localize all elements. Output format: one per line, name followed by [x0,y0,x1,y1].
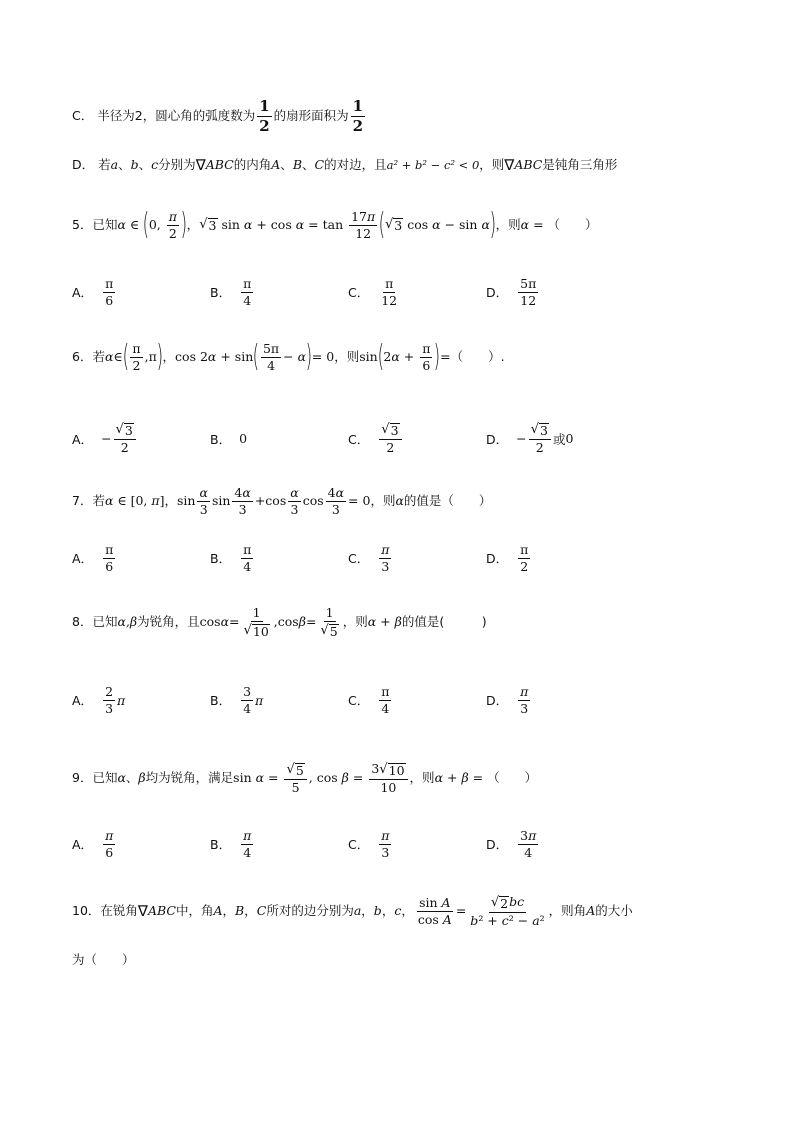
option-a[interactable]: A． π 6 [72,276,114,308]
option-b[interactable]: B． 0 [210,431,248,447]
option-c-statement [72,98,367,134]
text: 的扇形面积为 [273,107,349,123]
math-equation: sin A cos A = √ 2 bc b² + c² − a² [417,894,545,929]
option-d[interactable]: D． 3π 4 [486,828,537,860]
question-label: 8．已知 [72,614,118,630]
text: ，则 [479,157,505,173]
text: 中，角 [175,903,214,919]
option-b[interactable]: B． π 4 [210,276,252,308]
question-7-options [72,543,624,574]
option-d[interactable]: D． 5π 12 [486,276,537,308]
text: 的对边，且 [324,157,387,173]
option-a[interactable]: A． − √ 3 2 [72,422,210,455]
text: 的大小 [595,903,633,919]
text: 均为锐角，满足 [145,770,234,786]
question-6-options [72,422,624,455]
option-b[interactable]: B． π 4 [210,542,252,574]
question-label: 5．已知 [72,217,118,232]
question-10-continuation: 为（ ） [72,952,135,967]
text: 为锐角，且 [137,614,200,630]
text: ，则角 [548,903,587,919]
math-expr: α ∈ ( 0, π 2 ) [117,207,188,243]
option-b[interactable]: B． π 4 [210,828,252,860]
math-equation: sin α 3 sin 4α 3 +cos α 3 cos 4α 3 = 0 [177,485,371,517]
question-label: 9．已知 [72,770,118,786]
triangle-symbol: ∇ [504,156,515,174]
answer-paren: （ ） [487,770,538,786]
triangle-symbol: ∇ [195,156,206,174]
option-label: C． [72,107,94,123]
math-expr: α ∈ ( π 2 ,π ) [104,339,163,375]
math-equation: √ 3 sin α + cos α = tan 17π 12 ( √ 3 cos α − sin α ) [199,207,496,243]
math-expr: α ∈ [0, π] [104,493,165,508]
option-label: D． [72,157,95,173]
text: 是钝角三角形 [542,157,618,173]
fraction-one-half: 1 2 [259,97,270,135]
math-inequality: a² + b² − c² < 0 [386,157,480,172]
option-c[interactable]: C． π 4 [348,684,390,716]
text: ，则 [342,614,368,630]
answer-paren: （ ）. [450,349,505,364]
fraction-one-half: 1 2 [352,97,364,135]
question-5-options [72,277,624,308]
option-c[interactable]: C． π 3 [348,828,390,860]
text: ，则 [495,217,521,232]
math-value: 2 [134,107,143,123]
math-equation: cos α = 1 √ 10 ,cos β = 1 √ 5 [199,605,338,639]
question-label: 7．若 [72,493,105,508]
math-expr: a [110,157,119,173]
text: 半径为 [97,107,135,123]
triangle-symbol: ∇ [137,902,148,921]
question-10: 10．在锐角 ∇ ABC 中，角 A ， B ， C 所对的边分别为 a ， b ， c ， sin A cos A = √ 2 bc b² + c² − a² ，则角 A 的大小 [72,894,633,929]
option-d[interactable]: D． − √ 3 2 或 0 [486,422,574,456]
text: 所对的边分别为 [266,903,354,919]
question-6: 6．若 α ∈ ( π 2 ,π ) ， cos 2 α + sin ( 5π 4 − α ) = 0 ，则 sin ( 2 α + π 6 ) = （ ）. [72,339,505,375]
question-7: 7．若 α ∈ [0, π] ， sin α 3 sin 4α 3 +cos α 3 cos 4α 3 = 0 ，则 α 的值是（ ） [72,485,492,517]
option-c[interactable]: C． π 12 [348,276,398,308]
text: 分别为 [158,157,196,173]
option-d-statement: D． 若 a 、 b 、 c 分别为 ∇ ABC 的内角 A 、 B 、 C 的对边，且 a² + b² − c² < 0 ，则 ∇ ABC 是钝角三角形 [72,156,618,174]
question-5: 5．已知 α ∈ ( 0, π 2 ) ， √ 3 sin α + cos α = tan 17π 12 ( √ 3 cos α − sin α ) ，则 α = （ ） [72,207,598,243]
math-expr: sin ( 2 α + π 6 ) = [359,339,451,375]
text: ，则 [409,770,435,786]
text: 的值是（ ） [403,493,492,508]
math-equation: sin α = √ 5 5 , cos β = 3 √ 10 10 [233,762,409,795]
text: ，则 [334,349,360,364]
option-a[interactable]: A． π 6 [72,542,114,574]
option-a[interactable]: A． 2 3 π [72,684,126,716]
option-c[interactable]: C． √ 3 2 [348,422,486,455]
option-d[interactable]: D． π 3 [486,684,529,716]
text: ，圆心角的弧度数为 [142,107,256,123]
question-8: 8．已知 α,β 为锐角，且 cos α = 1 √ 10 ,cos β = 1 √ 5 ，则 α + β 的值是( ) [72,605,487,639]
text: 若 [98,157,111,173]
question-9: 9．已知 α 、 β 均为锐角，满足 sin α = √ 5 5 , cos β = 3 √ 10 10 ，则 α + β = （ ） [72,761,538,796]
question-label: 10．在锐角 [72,903,138,919]
option-a[interactable]: A． π 6 [72,828,114,860]
text: 的值是( ) [401,614,487,630]
option-d[interactable]: D． π 2 [486,542,529,574]
math-expr: A [271,157,281,173]
option-c[interactable]: C． π 3 [348,542,390,574]
option-b[interactable]: B． 3 4 π [210,684,264,716]
text: 的内角 [233,157,272,173]
text: ，则 [370,493,396,508]
question-8-options [72,685,624,716]
question-label: 6．若 [72,349,105,364]
answer-paren: （ ） [547,217,598,232]
question-9-options [72,829,624,860]
math-equation: cos 2 α + sin ( 5π 4 − α ) = 0 [175,339,335,375]
